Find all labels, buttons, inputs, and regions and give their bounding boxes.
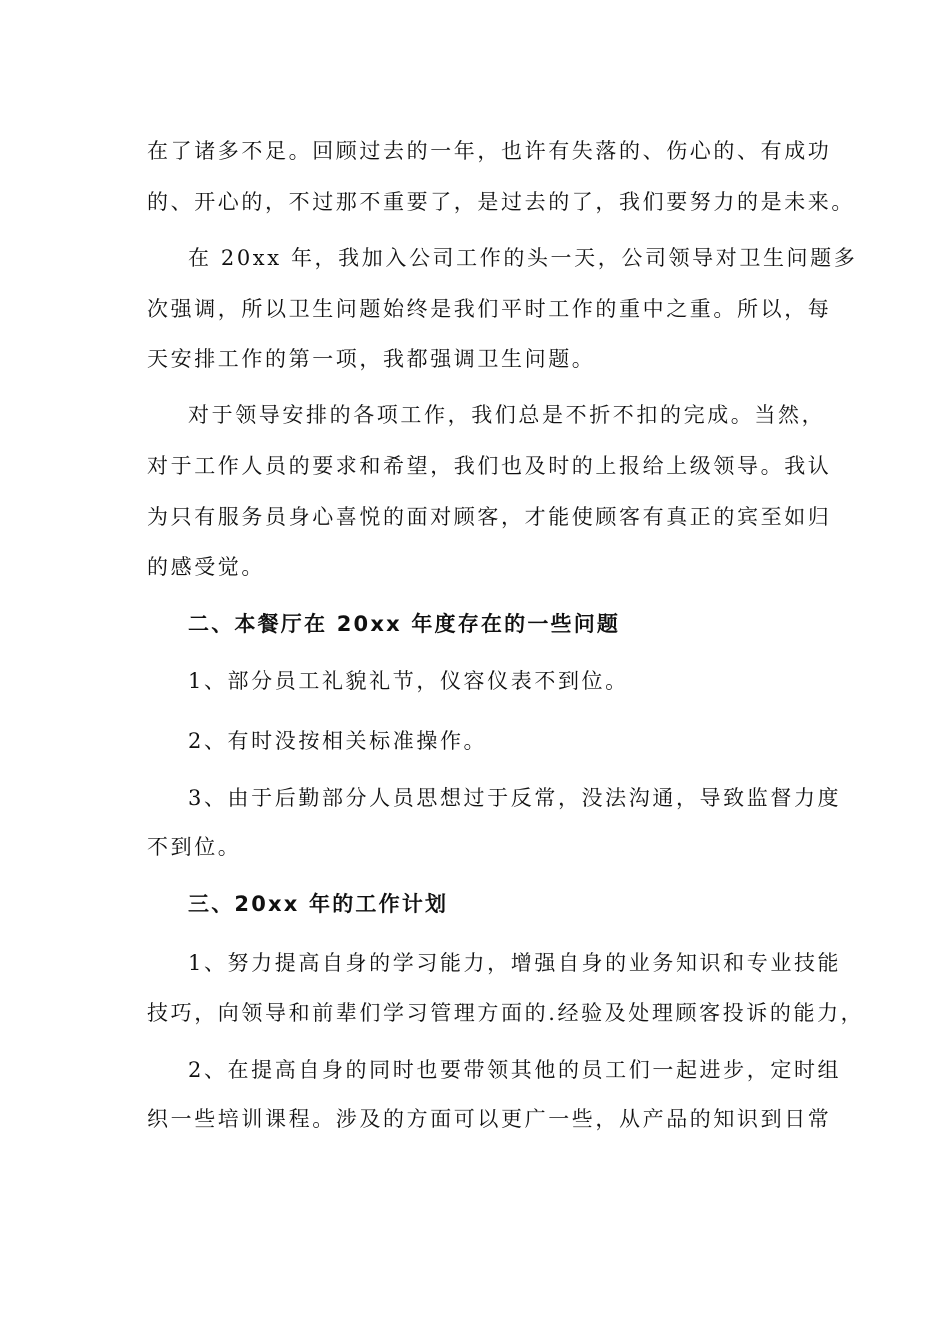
text-line: 对于工作人员的要求和希望，我们也及时的上报给上级领导。我认 — [147, 454, 832, 478]
text-line: 不到位。 — [147, 835, 242, 859]
text-line: 对于领导安排的各项工作，我们总是不折不扣的完成。当然， — [188, 403, 826, 427]
text-line: 1、部分员工礼貌礼节，仪容仪表不到位。 — [188, 669, 629, 693]
text-line: 的感受觉。 — [147, 555, 265, 579]
text-line: 在了诸多不足。回顾过去的一年，也许有失落的、伤心的、有成功 — [147, 139, 832, 163]
text-line: 3、由于后勤部分人员思想过于反常，没法沟通，导致监督力度 — [188, 786, 842, 810]
text-line: 次强调，所以卫生问题始终是我们平时工作的重中之重。所以，每 — [147, 297, 832, 321]
text-line: 技巧，向领导和前辈们学习管理方面的.经验及处理顾客投诉的能力， — [147, 1001, 865, 1025]
text-line: 2、有时没按相关标准操作。 — [188, 729, 488, 753]
text-line: 在 20xx 年，我加入公司工作的头一天，公司领导对卫生问题多 — [188, 246, 858, 270]
text-line: 的、开心的，不过那不重要了，是过去的了，我们要努力的是未来。 — [147, 190, 855, 214]
section-heading-plan: 三、20xx 年的工作计划 — [188, 892, 449, 916]
text-line: 为只有服务员身心喜悦的面对顾客，才能使顾客有真正的宾至如归 — [147, 505, 832, 529]
text-line: 织一些培训课程。涉及的方面可以更广一些，从产品的知识到日常 — [147, 1107, 832, 1131]
section-heading-problems: 二、本餐厅在 20xx 年度存在的一些问题 — [188, 612, 621, 636]
text-line: 2、在提高自身的同时也要带领其他的员工们一起进步，定时组 — [188, 1058, 842, 1082]
text-line: 天安排工作的第一项，我都强调卫生问题。 — [147, 347, 596, 371]
text-line: 1、努力提高自身的学习能力，增强自身的业务知识和专业技能 — [188, 951, 842, 975]
